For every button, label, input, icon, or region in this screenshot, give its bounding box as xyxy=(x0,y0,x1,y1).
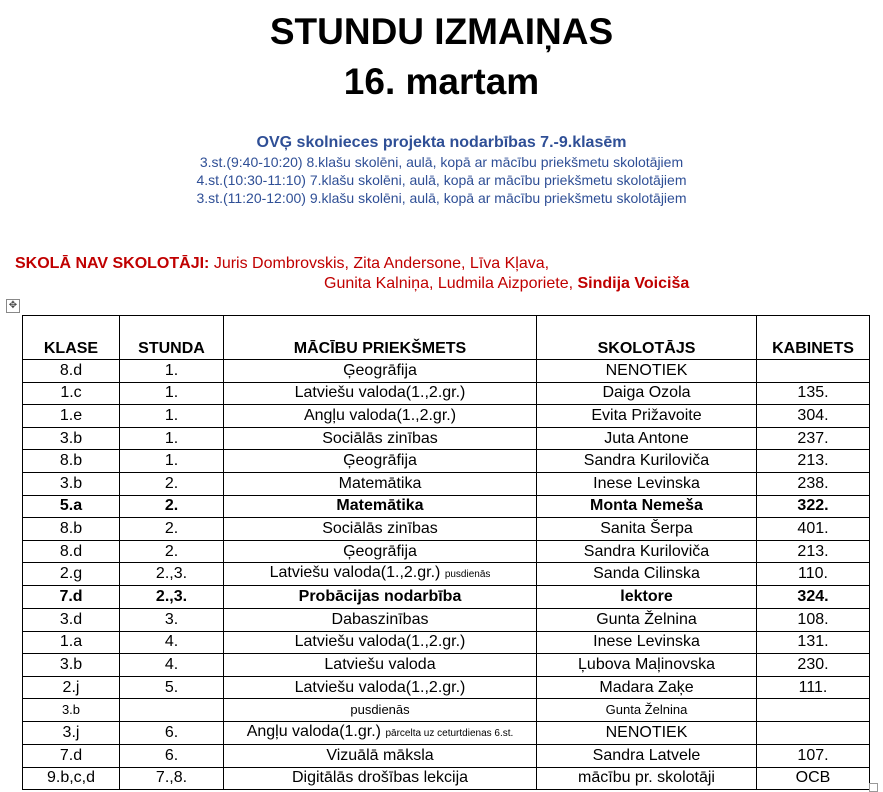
cell-klase-text: 7.d xyxy=(59,746,83,764)
cell-kabinets-text: 230. xyxy=(797,655,829,673)
cell-kabinets-text: 108. xyxy=(797,610,829,628)
cell-kabinets xyxy=(757,721,870,744)
column-header-kabinets: KABINETS xyxy=(757,316,870,360)
cell-stunda-text: 2.,3. xyxy=(155,565,188,583)
cell-prieksmets xyxy=(224,767,537,790)
cell-stunda-text: 1. xyxy=(164,384,179,402)
table-row xyxy=(23,744,870,767)
cell-klase-text: 3.b xyxy=(59,474,83,492)
cell-skolotajs-text: NENOTIEK xyxy=(605,723,688,741)
cell-kabinets xyxy=(757,676,870,699)
cell-skolotajs-text: Sandra Latvele xyxy=(592,746,701,764)
table-row xyxy=(23,360,870,383)
absent-teachers-names: Juris Dombrovskis, Zita Andersone, Līva Kļava, xyxy=(213,255,550,272)
cell-skolotajs xyxy=(537,767,757,790)
cell-stunda-text: 4. xyxy=(164,633,179,651)
notice-line: 3.st.(9:40-10:20) 8.klašu skolēni, aulā, kopā ar mācību priekšmetu skolotājiem xyxy=(199,154,684,170)
table-row xyxy=(23,767,870,790)
table-row xyxy=(23,518,870,541)
cell-klase xyxy=(23,427,120,450)
cell-klase-text: 3.b xyxy=(61,702,81,718)
absent-teachers-line1 xyxy=(15,254,549,274)
table-row xyxy=(23,721,870,744)
cell-skolotajs-text: Gunta Želnina xyxy=(596,610,697,628)
cell-prieksmets-text: Sociālās zinības xyxy=(322,519,438,537)
cell-skolotajs xyxy=(537,427,757,450)
cell-skolotajs-text: mācību pr. skolotāji xyxy=(578,769,715,787)
cell-kabinets-text: 131. xyxy=(797,633,829,651)
cell-skolotajs-text: Daiga Ozola xyxy=(602,384,691,402)
cell-skolotajs xyxy=(537,472,757,495)
cell-skolotajs-text: Inese Levinska xyxy=(593,633,700,651)
cell-klase-text: 1.e xyxy=(59,406,83,424)
cell-stunda xyxy=(120,608,224,631)
cell-klase-text: 2.j xyxy=(62,678,80,696)
cell-skolotajs xyxy=(537,721,757,744)
table-row xyxy=(23,427,870,450)
table-row xyxy=(23,699,870,722)
cell-kabinets xyxy=(757,608,870,631)
cell-prieksmets xyxy=(224,427,537,450)
cell-kabinets-text: 304. xyxy=(797,406,829,424)
cell-klase-text: 8.b xyxy=(59,452,83,470)
cell-kabinets-text: OCB xyxy=(795,769,831,787)
cell-skolotajs xyxy=(537,744,757,767)
cell-klase xyxy=(23,472,120,495)
cell-klase xyxy=(23,563,120,586)
cell-stunda xyxy=(120,563,224,586)
cell-kabinets xyxy=(757,360,870,383)
cell-stunda xyxy=(120,382,224,405)
cell-klase xyxy=(23,450,120,473)
absent-teachers-names: Gunita Kalniņa, Ludmila Aizporiete, xyxy=(324,275,574,292)
cell-stunda-text: 2. xyxy=(164,519,179,537)
cell-klase xyxy=(23,495,120,518)
column-header-prieksmets: MĀCĪBU PRIEKŠMETS xyxy=(224,316,537,360)
cell-skolotajs xyxy=(537,518,757,541)
cell-skolotajs xyxy=(537,360,757,383)
cell-klase-text: 8.b xyxy=(59,519,83,537)
table-row xyxy=(23,654,870,677)
table-row xyxy=(23,495,870,518)
cell-klase xyxy=(23,744,120,767)
cell-klase-text: 3.b xyxy=(59,429,83,447)
cell-kabinets-text: 322. xyxy=(797,497,829,515)
absent-teacher-highlighted: Sindija Voiciša xyxy=(577,275,690,292)
cell-skolotajs-text: Gunta Želnina xyxy=(605,702,688,718)
cell-stunda-text: 2. xyxy=(164,542,179,560)
cell-kabinets xyxy=(757,382,870,405)
cell-stunda xyxy=(120,586,224,609)
cell-note: pusdienās xyxy=(444,569,491,581)
cell-stunda-text: 1. xyxy=(164,429,179,447)
cell-klase xyxy=(23,721,120,744)
cell-stunda-text: 2. xyxy=(164,474,179,492)
cell-klase-text: 9.b,c,d xyxy=(46,769,96,787)
cell-klase-text: 8.d xyxy=(59,361,83,379)
cell-klase xyxy=(23,586,120,609)
column-header-stunda: STUNDA xyxy=(120,316,224,360)
cell-klase xyxy=(23,699,120,722)
cell-stunda-text: 6. xyxy=(164,746,179,764)
cell-klase xyxy=(23,608,120,631)
cell-prieksmets-text: Vizuālā māksla xyxy=(326,746,434,764)
notice-line: 4.st.(10:30-11:10) 7.klašu skolēni, aulā, kopā ar mācību priekšmetu skolotājiem xyxy=(196,172,687,188)
cell-prieksmets-text: pusdienās xyxy=(350,702,410,718)
cell-klase-text: 5.a xyxy=(59,497,83,515)
cell-prieksmets xyxy=(224,744,537,767)
cell-skolotajs-text: Sanda Cilinska xyxy=(593,565,700,583)
cell-stunda-text: 1. xyxy=(164,452,179,470)
notice-line: 3.st.(11:20-12:00) 9.klašu skolēni, aulā, kopā ar mācību priekšmetu skolotājiem xyxy=(196,190,687,206)
cell-skolotajs-text: Evita Prižavoite xyxy=(591,406,702,424)
table-row xyxy=(23,586,870,609)
cell-kabinets xyxy=(757,495,870,518)
table-row xyxy=(23,450,870,473)
cell-prieksmets xyxy=(224,676,537,699)
cell-stunda-text: 4. xyxy=(164,655,179,673)
cell-skolotajs xyxy=(537,608,757,631)
cell-kabinets xyxy=(757,563,870,586)
cell-prieksmets-text: Dabaszinības xyxy=(331,610,429,628)
cell-stunda-text: 7.,8. xyxy=(155,769,188,787)
table-row xyxy=(23,676,870,699)
cell-klase xyxy=(23,676,120,699)
cell-prieksmets-text: Ģeogrāfija xyxy=(343,361,417,379)
table-row xyxy=(23,405,870,428)
cell-note: pārcelta uz ceturtdienas 6.st. xyxy=(385,727,514,739)
cell-klase xyxy=(23,382,120,405)
cell-kabinets xyxy=(757,518,870,541)
cell-stunda xyxy=(120,654,224,677)
cell-kabinets-text: 107. xyxy=(797,746,829,764)
cell-prieksmets xyxy=(224,382,537,405)
schedule-table xyxy=(22,315,870,790)
cell-stunda-text: 3. xyxy=(164,610,179,628)
cell-stunda-text: 2.,3. xyxy=(155,588,188,606)
cell-klase xyxy=(23,518,120,541)
cell-prieksmets-text: Latviešu valoda(1.,2.gr.) xyxy=(269,564,441,582)
cell-kabinets xyxy=(757,699,870,722)
cell-prieksmets-text: Latviešu valoda(1.,2.gr.) xyxy=(294,384,466,402)
cell-prieksmets-text: Angļu valoda(1.gr.) xyxy=(246,722,381,740)
cell-prieksmets xyxy=(224,472,537,495)
cell-skolotajs xyxy=(537,450,757,473)
cell-stunda xyxy=(120,405,224,428)
table-row xyxy=(23,563,870,586)
cell-stunda xyxy=(120,472,224,495)
cell-stunda xyxy=(120,518,224,541)
cell-kabinets xyxy=(757,472,870,495)
cell-klase-text: 3.b xyxy=(59,655,83,673)
cell-skolotajs-text: Sandra Kuriloviča xyxy=(583,452,710,470)
cell-klase-text: 1.a xyxy=(59,633,83,651)
cell-kabinets xyxy=(757,767,870,790)
table-row xyxy=(23,608,870,631)
cell-klase xyxy=(23,360,120,383)
cell-prieksmets-text: Ģeogrāfija xyxy=(343,542,417,560)
cell-klase xyxy=(23,654,120,677)
cell-klase-text: 2.g xyxy=(59,565,83,583)
page-title: STUNDU IZMAIŅAS xyxy=(269,11,614,52)
cell-prieksmets-text: Matemātika xyxy=(336,497,424,515)
cell-skolotajs-text: Monta Nemeša xyxy=(590,497,703,515)
cell-skolotajs xyxy=(537,495,757,518)
cell-prieksmets-text: Matemātika xyxy=(338,474,422,492)
cell-klase-text: 3.d xyxy=(59,610,83,628)
cell-prieksmets xyxy=(224,540,537,563)
cell-stunda-text: 1. xyxy=(164,406,179,424)
cell-kabinets-text: 237. xyxy=(797,429,829,447)
cell-prieksmets xyxy=(224,654,537,677)
cell-stunda-text: 6. xyxy=(164,723,179,741)
cell-skolotajs xyxy=(537,405,757,428)
cell-skolotajs xyxy=(537,382,757,405)
cell-prieksmets-text: Sociālās zinības xyxy=(322,429,438,447)
cell-prieksmets xyxy=(224,360,537,383)
cell-prieksmets-text: Angļu valoda(1.,2.gr.) xyxy=(303,406,457,424)
cell-klase-text: 8.d xyxy=(59,542,83,560)
cell-prieksmets xyxy=(224,586,537,609)
cell-stunda xyxy=(120,676,224,699)
cell-prieksmets xyxy=(224,450,537,473)
cell-kabinets-text: 213. xyxy=(797,542,829,560)
cell-kabinets xyxy=(757,427,870,450)
cell-skolotajs-text: NENOTIEK xyxy=(605,361,688,379)
cell-prieksmets-text: Latviešu valoda(1.,2.gr.) xyxy=(294,633,466,651)
table-row xyxy=(23,382,870,405)
cell-stunda xyxy=(120,360,224,383)
cell-skolotajs-text: Juta Antone xyxy=(604,429,689,447)
cell-prieksmets-text: Latviešu valoda(1.,2.gr.) xyxy=(294,678,466,696)
cell-prieksmets xyxy=(224,563,537,586)
cell-prieksmets xyxy=(224,495,537,518)
cell-prieksmets-text: Probācijas nodarbība xyxy=(298,588,462,606)
cell-skolotajs xyxy=(537,586,757,609)
table-row xyxy=(23,631,870,654)
page-subtitle-date: 16. martam xyxy=(343,61,540,102)
cell-kabinets-text: 213. xyxy=(797,452,829,470)
cell-skolotajs-text: lektore xyxy=(620,588,673,606)
cell-kabinets xyxy=(757,586,870,609)
cell-kabinets-text: 238. xyxy=(797,474,829,492)
cell-stunda xyxy=(120,767,224,790)
cell-kabinets-text: 135. xyxy=(797,384,829,402)
cell-kabinets xyxy=(757,631,870,654)
cell-skolotajs xyxy=(537,631,757,654)
cell-skolotajs xyxy=(537,540,757,563)
cell-kabinets-text: 110. xyxy=(798,565,828,583)
column-header-klase: KLASE xyxy=(23,316,120,360)
cell-klase xyxy=(23,631,120,654)
cell-kabinets-text: 401. xyxy=(797,519,829,537)
cell-prieksmets xyxy=(224,631,537,654)
cell-skolotajs-text: Sanita Šerpa xyxy=(600,519,693,537)
cell-stunda xyxy=(120,495,224,518)
cell-prieksmets-text: Ģeogrāfija xyxy=(343,452,417,470)
notice-heading: OVĢ skolnieces projekta nodarbības 7.-9.klasēm xyxy=(256,134,627,151)
cell-klase xyxy=(23,540,120,563)
cell-skolotajs xyxy=(537,699,757,722)
cell-prieksmets xyxy=(224,699,537,722)
table-row xyxy=(23,472,870,495)
cell-skolotajs xyxy=(537,563,757,586)
cell-skolotajs-text: Ļubova Maļinovska xyxy=(578,655,715,673)
table-header-row xyxy=(23,316,870,360)
cell-prieksmets xyxy=(224,608,537,631)
cell-stunda xyxy=(120,631,224,654)
cell-kabinets xyxy=(757,654,870,677)
cell-stunda xyxy=(120,450,224,473)
table-move-handle-icon[interactable]: ✥ xyxy=(6,299,20,313)
cell-klase-text: 1.c xyxy=(60,384,82,402)
cell-stunda-text: 1. xyxy=(164,361,179,379)
cell-klase xyxy=(23,767,120,790)
cell-prieksmets-text: Latviešu valoda xyxy=(324,655,436,673)
cell-klase-text: 7.d xyxy=(59,588,83,606)
cell-kabinets-text: 111. xyxy=(798,678,828,696)
cell-kabinets xyxy=(757,540,870,563)
cell-skolotajs-text: Inese Levinska xyxy=(593,474,700,492)
cell-skolotajs-text: Madara Zaķe xyxy=(599,678,694,696)
cell-klase xyxy=(23,405,120,428)
cell-skolotajs xyxy=(537,676,757,699)
cell-stunda-text: 2. xyxy=(164,497,179,515)
cell-kabinets xyxy=(757,744,870,767)
absent-teachers-label: SKOLĀ NAV SKOLOTĀJI: xyxy=(15,255,210,272)
cell-stunda xyxy=(120,744,224,767)
cell-kabinets xyxy=(757,405,870,428)
cell-skolotajs xyxy=(537,654,757,677)
cell-stunda xyxy=(120,721,224,744)
cell-stunda xyxy=(120,699,224,722)
cell-kabinets xyxy=(757,450,870,473)
cell-klase-text: 3.j xyxy=(62,723,80,741)
cell-kabinets-text: 324. xyxy=(797,588,829,606)
absent-teachers-line2 xyxy=(324,274,689,294)
cell-stunda xyxy=(120,540,224,563)
cell-stunda-text: 5. xyxy=(164,678,179,696)
cell-prieksmets xyxy=(224,405,537,428)
cell-prieksmets xyxy=(224,518,537,541)
cell-prieksmets xyxy=(224,721,537,744)
cell-stunda xyxy=(120,427,224,450)
cell-skolotajs-text: Sandra Kuriloviča xyxy=(583,542,710,560)
column-header-skolotajs: SKOLOTĀJS xyxy=(537,316,757,360)
cell-prieksmets-text: Digitālās drošības lekcija xyxy=(291,769,469,787)
table-row xyxy=(23,540,870,563)
